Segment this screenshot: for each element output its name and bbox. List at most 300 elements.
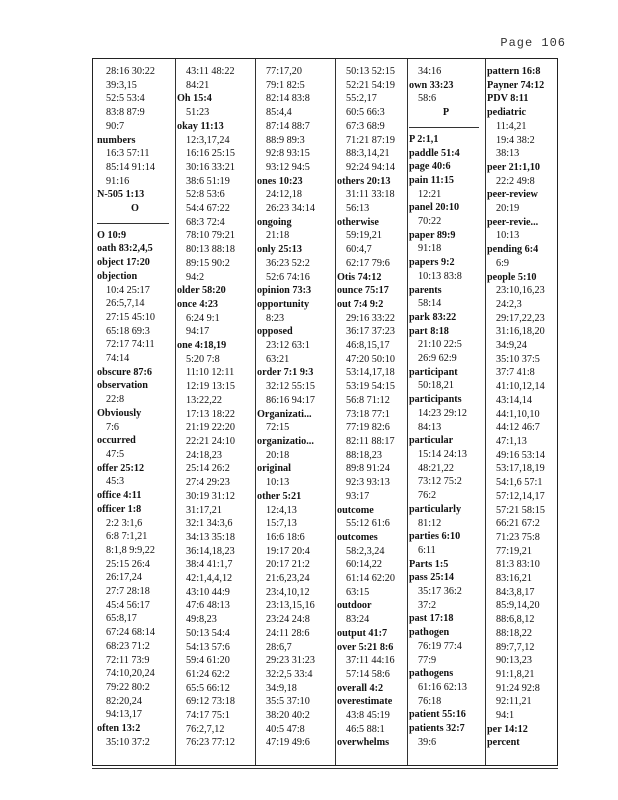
- index-term: O 10:9: [97, 229, 127, 241]
- page-references: 94:2: [186, 271, 205, 283]
- page-references: 71:21 87:19: [346, 134, 395, 146]
- index-term: outdoor: [337, 600, 372, 612]
- index-term: Organizati...: [257, 408, 312, 420]
- page-references: 92:24 94:14: [346, 161, 395, 173]
- page-references: 21:10 22:5: [418, 339, 462, 351]
- page-references: 76:2: [418, 490, 437, 502]
- page-references: 37:2: [418, 599, 437, 611]
- page-references: 36:14,18,23: [186, 545, 235, 557]
- page-references: 11:4,21: [496, 120, 527, 132]
- page-references: 24:18,23: [186, 449, 222, 461]
- page-references: 49:8,23: [186, 614, 217, 626]
- page-references: 85:4,4: [266, 107, 292, 119]
- page-references: 35:5 37:10: [266, 696, 310, 708]
- index-term: older 58:20: [177, 285, 226, 297]
- page-references: 82:11 88:17: [346, 435, 395, 447]
- page-references: 43:10 44:9: [186, 586, 230, 598]
- page-references: 47:19 49:6: [266, 737, 310, 749]
- page-references: 30:19 31:12: [186, 490, 235, 502]
- page-references: 29:17,22,23: [496, 312, 545, 324]
- section-underline: [409, 121, 479, 128]
- index-term: people 5:10: [487, 271, 537, 283]
- page-references: 50:13 52:15: [346, 66, 395, 77]
- section-letter: P: [442, 107, 450, 119]
- page-references: 21:19 22:20: [186, 422, 235, 434]
- index-term: paddle 51:4: [409, 147, 460, 159]
- page-references: 43:8 45:19: [346, 710, 390, 722]
- page-references: 84:3,8,17: [496, 586, 535, 598]
- page-references: 47:20 50:10: [346, 353, 395, 365]
- page-references: 41:10,12,14: [496, 381, 545, 393]
- page-references: 19:17 20:4: [266, 545, 310, 557]
- page-references: 79:22 80:2: [106, 681, 150, 693]
- index-term: pending 6:4: [487, 244, 539, 256]
- page-references: 67:24 68:14: [106, 627, 155, 639]
- index-term: often 13:2: [97, 723, 141, 735]
- page-references: 78:10 79:21: [186, 230, 235, 242]
- page-references: 27:4 29:23: [186, 477, 230, 489]
- page-references: 91:1,8,21: [496, 668, 535, 680]
- page-references: 56:8 71:12: [346, 394, 390, 406]
- page-references: 43:11 48:22: [186, 66, 235, 77]
- page-references: 68:23 71:2: [106, 640, 150, 652]
- index-term: part 8:18: [409, 325, 449, 337]
- index-term: participant: [409, 366, 458, 378]
- page-references: 74:10,20,24: [106, 668, 155, 680]
- page-references: 77:17,20: [266, 66, 302, 77]
- page-references: 76:19 77:4: [418, 640, 462, 652]
- index-term: other 5:21: [257, 490, 302, 502]
- index-term: opposed: [257, 326, 293, 338]
- page-references: 57:14 58:6: [346, 668, 390, 680]
- page-references: 92:8 93:15: [266, 148, 310, 160]
- page-references: 23:10,16,23: [496, 285, 545, 297]
- page-references: 61:14 62:20: [346, 573, 395, 585]
- page-references: 26:17,24: [106, 572, 142, 584]
- page-references: 20:18: [266, 449, 290, 461]
- page-references: 82:14 83:8: [266, 93, 310, 105]
- page-references: 17:13 18:22: [186, 408, 235, 420]
- page-references: 54:1,6 57:1: [496, 477, 543, 489]
- page-references: 76:23 77:12: [186, 737, 235, 749]
- page-references: 29:16 33:22: [346, 312, 395, 324]
- index-term: past 17:18: [409, 613, 454, 625]
- index-term: output 41:7: [337, 627, 388, 639]
- page-references: 8:1,8 9:9,22: [106, 544, 155, 556]
- page-references: 44:12 46:7: [496, 422, 540, 434]
- page-references: 81:12: [418, 517, 442, 529]
- page-references: 52:8 53:6: [186, 189, 225, 201]
- index-term: one 4:18,19: [177, 340, 227, 352]
- page-references: 77:9: [418, 654, 437, 666]
- index-term: original: [257, 463, 291, 475]
- page-references: 53:19 54:15: [346, 381, 395, 393]
- page-references: 24:11 28:6: [266, 627, 310, 639]
- page-references: 84:21: [186, 79, 210, 91]
- page-references: 87:14 88:7: [266, 120, 310, 132]
- page-references: 94:13,17: [106, 709, 142, 721]
- page-references: 73:12 75:2: [418, 476, 462, 488]
- section-letter: O: [131, 203, 139, 215]
- page-references: 47:5: [106, 448, 125, 460]
- index-column-3: [257, 65, 333, 761]
- page-references: 90:7: [106, 120, 125, 132]
- page-references: 36:17 37:23: [346, 326, 395, 338]
- index-term: overestimate: [337, 696, 393, 708]
- page-references: 34:13 35:18: [186, 531, 235, 543]
- page-references: 39:3,15: [106, 79, 137, 91]
- page-references: 27:7 28:18: [106, 586, 150, 598]
- index-term: oath 83:2,4,5: [97, 243, 153, 255]
- index-term: park 83:22: [409, 311, 457, 323]
- index-term: numbers: [97, 134, 136, 146]
- page-references: 23:12 63:1: [266, 340, 310, 352]
- page-references: 74:17 75:1: [186, 710, 230, 722]
- page-references: 26:23 34:14: [266, 203, 315, 215]
- page-references: 40:5 47:8: [266, 723, 305, 735]
- page-references: 6:24 9:1: [186, 312, 220, 324]
- page-references: 91:18: [418, 243, 442, 255]
- page-references: 22:21 24:10: [186, 435, 235, 447]
- page-references: 56:13: [346, 203, 370, 215]
- page-references: 76:2,7,12: [186, 723, 225, 735]
- page-references: 38:13: [496, 148, 520, 160]
- page-references: 67:3 68:9: [346, 120, 385, 132]
- page-references: 65:5 66:12: [186, 682, 230, 694]
- index-term: ongoing: [257, 216, 292, 228]
- page-references: 8:23: [266, 312, 285, 324]
- index-term: others 20:13: [337, 175, 391, 187]
- index-term: PDV 8:11: [487, 93, 529, 105]
- index-term: ones 10:23: [257, 175, 303, 187]
- page-references: 60:5 66:3: [346, 107, 385, 119]
- page-references: 86:16 94:17: [266, 394, 315, 406]
- page-references: 81:3 83:10: [496, 559, 540, 571]
- page-references: 21:18: [266, 230, 290, 242]
- page-references: 88:6,8,12: [496, 614, 535, 626]
- page-references: 6:11: [418, 544, 436, 556]
- index-term: patients 32:7: [409, 723, 465, 735]
- column-divider: [335, 59, 336, 765]
- page-references: 39:6: [418, 736, 437, 748]
- page-references: 61:24 62:2: [186, 668, 230, 680]
- page-references: 45:3: [106, 476, 125, 488]
- page-references: 93:12 94:5: [266, 161, 310, 173]
- page-references: 6:9: [496, 257, 510, 269]
- page-references: 42:1,4,4,12: [186, 573, 233, 585]
- page-references: 84:13: [418, 421, 442, 433]
- index-term: overall 4:2: [337, 682, 384, 694]
- page-references: 60:4,7: [346, 244, 372, 256]
- page-references: 15:14 24:13: [418, 448, 467, 460]
- index-term: okay 11:13: [177, 120, 224, 132]
- page-references: 38:6 51:19: [186, 175, 230, 187]
- page-references: 53:17,18,19: [496, 463, 545, 475]
- page-references: 2:2 3:1,6: [106, 517, 143, 529]
- index-term: Parts 1:5: [409, 558, 449, 570]
- index-term: particular: [409, 435, 454, 447]
- page-references: 57:12,14,17: [496, 490, 545, 502]
- page-references: 83:8 87:9: [106, 107, 145, 119]
- page-references: 50:18,21: [418, 380, 454, 392]
- index-column-1: [97, 65, 173, 761]
- index-term: pathogen: [409, 627, 450, 639]
- page-references: 63:21: [266, 353, 290, 365]
- column-divider: [407, 59, 408, 765]
- page-references: 26:5,7,14: [106, 298, 145, 310]
- index-term: once 4:23: [177, 298, 219, 310]
- index-term: page 40:6: [409, 161, 451, 173]
- index-term: out 7:4 9:2: [337, 298, 384, 310]
- page-references: 66:21 67:2: [496, 518, 540, 530]
- index-term: panel 20:10: [409, 202, 460, 214]
- page-references: 85:9,14,20: [496, 600, 540, 612]
- page-references: 16:3 57:11: [106, 148, 150, 160]
- page-references: 70:22: [418, 216, 442, 228]
- index-term: pass 25:14: [409, 572, 455, 584]
- page-references: 71:23 75:8: [496, 531, 540, 543]
- index-term: peer-revie...: [487, 216, 539, 228]
- index-term: own 33:23: [409, 79, 454, 91]
- page-references: 44:1,10,10: [496, 408, 540, 420]
- page-references: 22:2 49:8: [496, 175, 535, 187]
- page-references: 23:24 24:8: [266, 614, 310, 626]
- page-references: 57:21 58:15: [496, 504, 545, 516]
- page-references: 72:11 73:9: [106, 654, 150, 666]
- page-references: 15:7,13: [266, 518, 297, 530]
- index-term: order 7:1 9:3: [257, 367, 314, 379]
- page-references: 31:11 33:18: [346, 189, 395, 201]
- section-underline: [97, 217, 169, 224]
- page-references: 46:5 88:1: [346, 723, 385, 735]
- index-term: N-505 1:13: [97, 189, 145, 201]
- index-term: otherwise: [337, 216, 379, 228]
- index-term: offer 25:12: [97, 462, 145, 474]
- page-references: 34:9,18: [266, 682, 297, 694]
- page-references: 35:17 36:2: [418, 586, 462, 598]
- page-references: 77:19 82:6: [346, 422, 390, 434]
- page-references: 89:7,7,12: [496, 641, 535, 653]
- page-references: 92:3 93:13: [346, 477, 390, 489]
- page-references: 12:3,17,24: [186, 134, 230, 146]
- index-term: pattern 16:8: [487, 66, 541, 77]
- page-references: 19:4 38:2: [496, 134, 535, 146]
- page-references: 88:18,23: [346, 449, 382, 461]
- page-references: 30:16 33:21: [186, 161, 235, 173]
- index-term: observation: [97, 380, 148, 392]
- index-term: parents: [409, 284, 442, 296]
- page-references: 6:8 7:1,21: [106, 531, 148, 543]
- page-references: 20:17 21:2: [266, 559, 310, 571]
- page-references: 52:6 74:16: [266, 271, 310, 283]
- index-term: over 5:21 8:6: [337, 641, 394, 653]
- page-references: 52:21 54:19: [346, 79, 395, 91]
- page-references: 49:16 53:14: [496, 449, 545, 461]
- page-references: 36:23 52:2: [266, 257, 310, 269]
- page-references: 47:6 48:13: [186, 600, 230, 612]
- page-references: 28:16 30:22: [106, 66, 155, 77]
- index-term: organizatio...: [257, 435, 314, 447]
- page-references: 68:3 72:4: [186, 216, 225, 228]
- page-references: 90:13,23: [496, 655, 532, 667]
- index-term: Oh 15:4: [177, 93, 212, 105]
- page-references: 73:18 77:1: [346, 408, 390, 420]
- index-term: Payner 74:12: [487, 79, 545, 91]
- page-references: 62:17 79:6: [346, 257, 390, 269]
- page-references: 59:19,21: [346, 230, 382, 242]
- column-divider: [175, 59, 176, 765]
- page-references: 76:18: [418, 695, 442, 707]
- page-references: 58:6: [418, 93, 437, 105]
- page-references: 28:6,7: [266, 641, 292, 653]
- page-number: Page 106: [500, 36, 566, 50]
- page-references: 32:12 55:15: [266, 381, 315, 393]
- page-references: 31:17,21: [186, 504, 222, 516]
- column-divider: [485, 59, 486, 765]
- page-references: 12:4,13: [266, 504, 297, 516]
- index-term: patient 55:16: [409, 709, 466, 721]
- page-references: 63:15: [346, 586, 370, 598]
- index-term: participants: [409, 394, 462, 406]
- page-references: 74:14: [106, 353, 130, 365]
- index-term: pediatric: [487, 107, 527, 119]
- page-references: 10:13: [266, 477, 290, 489]
- page-references: 83:16,21: [496, 573, 532, 585]
- page-references: 88:3,14,21: [346, 148, 390, 160]
- index-term: outcomes: [337, 531, 378, 543]
- index-term: Otis 74:12: [337, 271, 382, 283]
- page-references: 27:15 45:10: [106, 311, 155, 323]
- index-term: peer-review: [487, 189, 538, 201]
- index-term: Obviously: [97, 407, 142, 419]
- page-references: 54:4 67:22: [186, 203, 230, 215]
- page-references: 23:13,15,16: [266, 600, 315, 612]
- page-references: 47:1,13: [496, 435, 527, 447]
- index-column-2: [177, 65, 253, 761]
- page-references: 93:17: [346, 490, 370, 502]
- page-references: 89:8 91:24: [346, 463, 390, 475]
- page-references: 80:13 88:18: [186, 244, 235, 256]
- page-references: 25:15 26:4: [106, 558, 150, 570]
- page-references: 12:19 13:15: [186, 381, 235, 393]
- page-references: 58:2,3,24: [346, 545, 385, 557]
- index-term: objection: [97, 270, 138, 282]
- page-references: 48:21,22: [418, 462, 454, 474]
- page-references: 21:6,23,24: [266, 573, 310, 585]
- page-references: 32:2,5 33:4: [266, 668, 313, 680]
- page-references: 25:14 26:2: [186, 463, 230, 475]
- index-term: papers 9:2: [409, 257, 455, 269]
- page-references: 35:10 37:2: [106, 736, 150, 748]
- index-term: officer 1:8: [97, 503, 142, 515]
- page-references: 60:14,22: [346, 559, 382, 571]
- index-term: office 4:11: [97, 490, 142, 502]
- index-term: parties 6:10: [409, 531, 461, 543]
- page-references: 35:10 37:5: [496, 353, 540, 365]
- page-references: 65:8,17: [106, 613, 137, 625]
- page-references: 16:16 25:15: [186, 148, 235, 160]
- page-references: 79:1 82:5: [266, 79, 305, 91]
- index-column-5: [409, 65, 483, 761]
- index-term: occurred: [97, 435, 136, 447]
- page-references: 91:24 92:8: [496, 682, 540, 694]
- page-references: 23:4,10,12: [266, 586, 310, 598]
- page-references: 61:16 62:13: [418, 681, 467, 693]
- page-references: 88:9 89:3: [266, 134, 305, 146]
- page-references: 77:19,21: [496, 545, 532, 557]
- page-references: 46:8,15,17: [346, 340, 390, 352]
- page-references: 29:23 31:23: [266, 655, 315, 667]
- page-references: 22:8: [106, 394, 125, 406]
- page-references: 94:17: [186, 326, 210, 338]
- bottom-rule: [92, 768, 558, 769]
- page-references: 37:7 41:8: [496, 367, 535, 379]
- page-references: 94:1: [496, 710, 515, 722]
- page-references: 72:17 74:11: [106, 339, 155, 351]
- page-references: 55:12 61:6: [346, 518, 390, 530]
- index-term: P 2:1,1: [409, 133, 439, 145]
- index-term: only 25:13: [257, 244, 302, 256]
- page-references: 10:13: [496, 230, 520, 242]
- index-term: pain 11:15: [409, 174, 455, 186]
- index-frame: [92, 58, 558, 766]
- page-references: 43:14,14: [496, 394, 532, 406]
- page-references: 69:12 73:18: [186, 696, 235, 708]
- page-references: 32:1 34:3,6: [186, 518, 233, 530]
- page-references: 13:22,22: [186, 394, 222, 406]
- index-term: ounce 75:17: [337, 285, 389, 297]
- page-references: 53:14,17,18: [346, 367, 395, 379]
- page-references: 10:4 25:17: [106, 284, 150, 296]
- page-references: 34:16: [418, 66, 442, 77]
- page-references: 10:13 83:8: [418, 270, 462, 282]
- index-column-4: [337, 65, 405, 761]
- page-references: 24:2,3: [496, 298, 522, 310]
- page-references: 58:14: [418, 298, 442, 310]
- column-divider: [255, 59, 256, 765]
- index-term: pathogens: [409, 668, 454, 680]
- page-references: 45:4 56:17: [106, 599, 150, 611]
- page-references: 20:19: [496, 203, 520, 215]
- index-term: obscure 87:6: [97, 366, 152, 378]
- page-references: 91:16: [106, 175, 130, 187]
- page-references: 83:24: [346, 614, 370, 626]
- page-references: 52:5 53:4: [106, 93, 145, 105]
- page-references: 51:23: [186, 107, 210, 119]
- page-references: 7:6: [106, 421, 120, 433]
- index-term: opinion 73:3: [257, 285, 312, 297]
- page-references: 14:23 29:12: [418, 407, 467, 419]
- page-references: 26:9 62:9: [418, 353, 457, 365]
- page-references: 89:15 90:2: [186, 257, 230, 269]
- page-references: 92:11,21: [496, 696, 532, 708]
- index-column-6: [487, 65, 557, 761]
- page-references: 50:13 54:4: [186, 627, 230, 639]
- page-references: 12:21: [418, 188, 442, 200]
- page-references: 85:14 91:14: [106, 161, 155, 173]
- page-references: 24:12,18: [266, 189, 302, 201]
- page-references: 65:18 69:3: [106, 325, 150, 337]
- index-term: peer 21:1,10: [487, 161, 541, 173]
- index-term: object 17:20: [97, 257, 150, 269]
- page-references: 88:18,22: [496, 627, 532, 639]
- page-references: 55:2,17: [346, 93, 377, 105]
- page-references: 54:13 57:6: [186, 641, 230, 653]
- page-references: 72:15: [266, 422, 290, 434]
- index-term: particularly: [409, 503, 462, 515]
- index-term: overwhelms: [337, 737, 390, 749]
- index-term: paper 89:9: [409, 229, 456, 241]
